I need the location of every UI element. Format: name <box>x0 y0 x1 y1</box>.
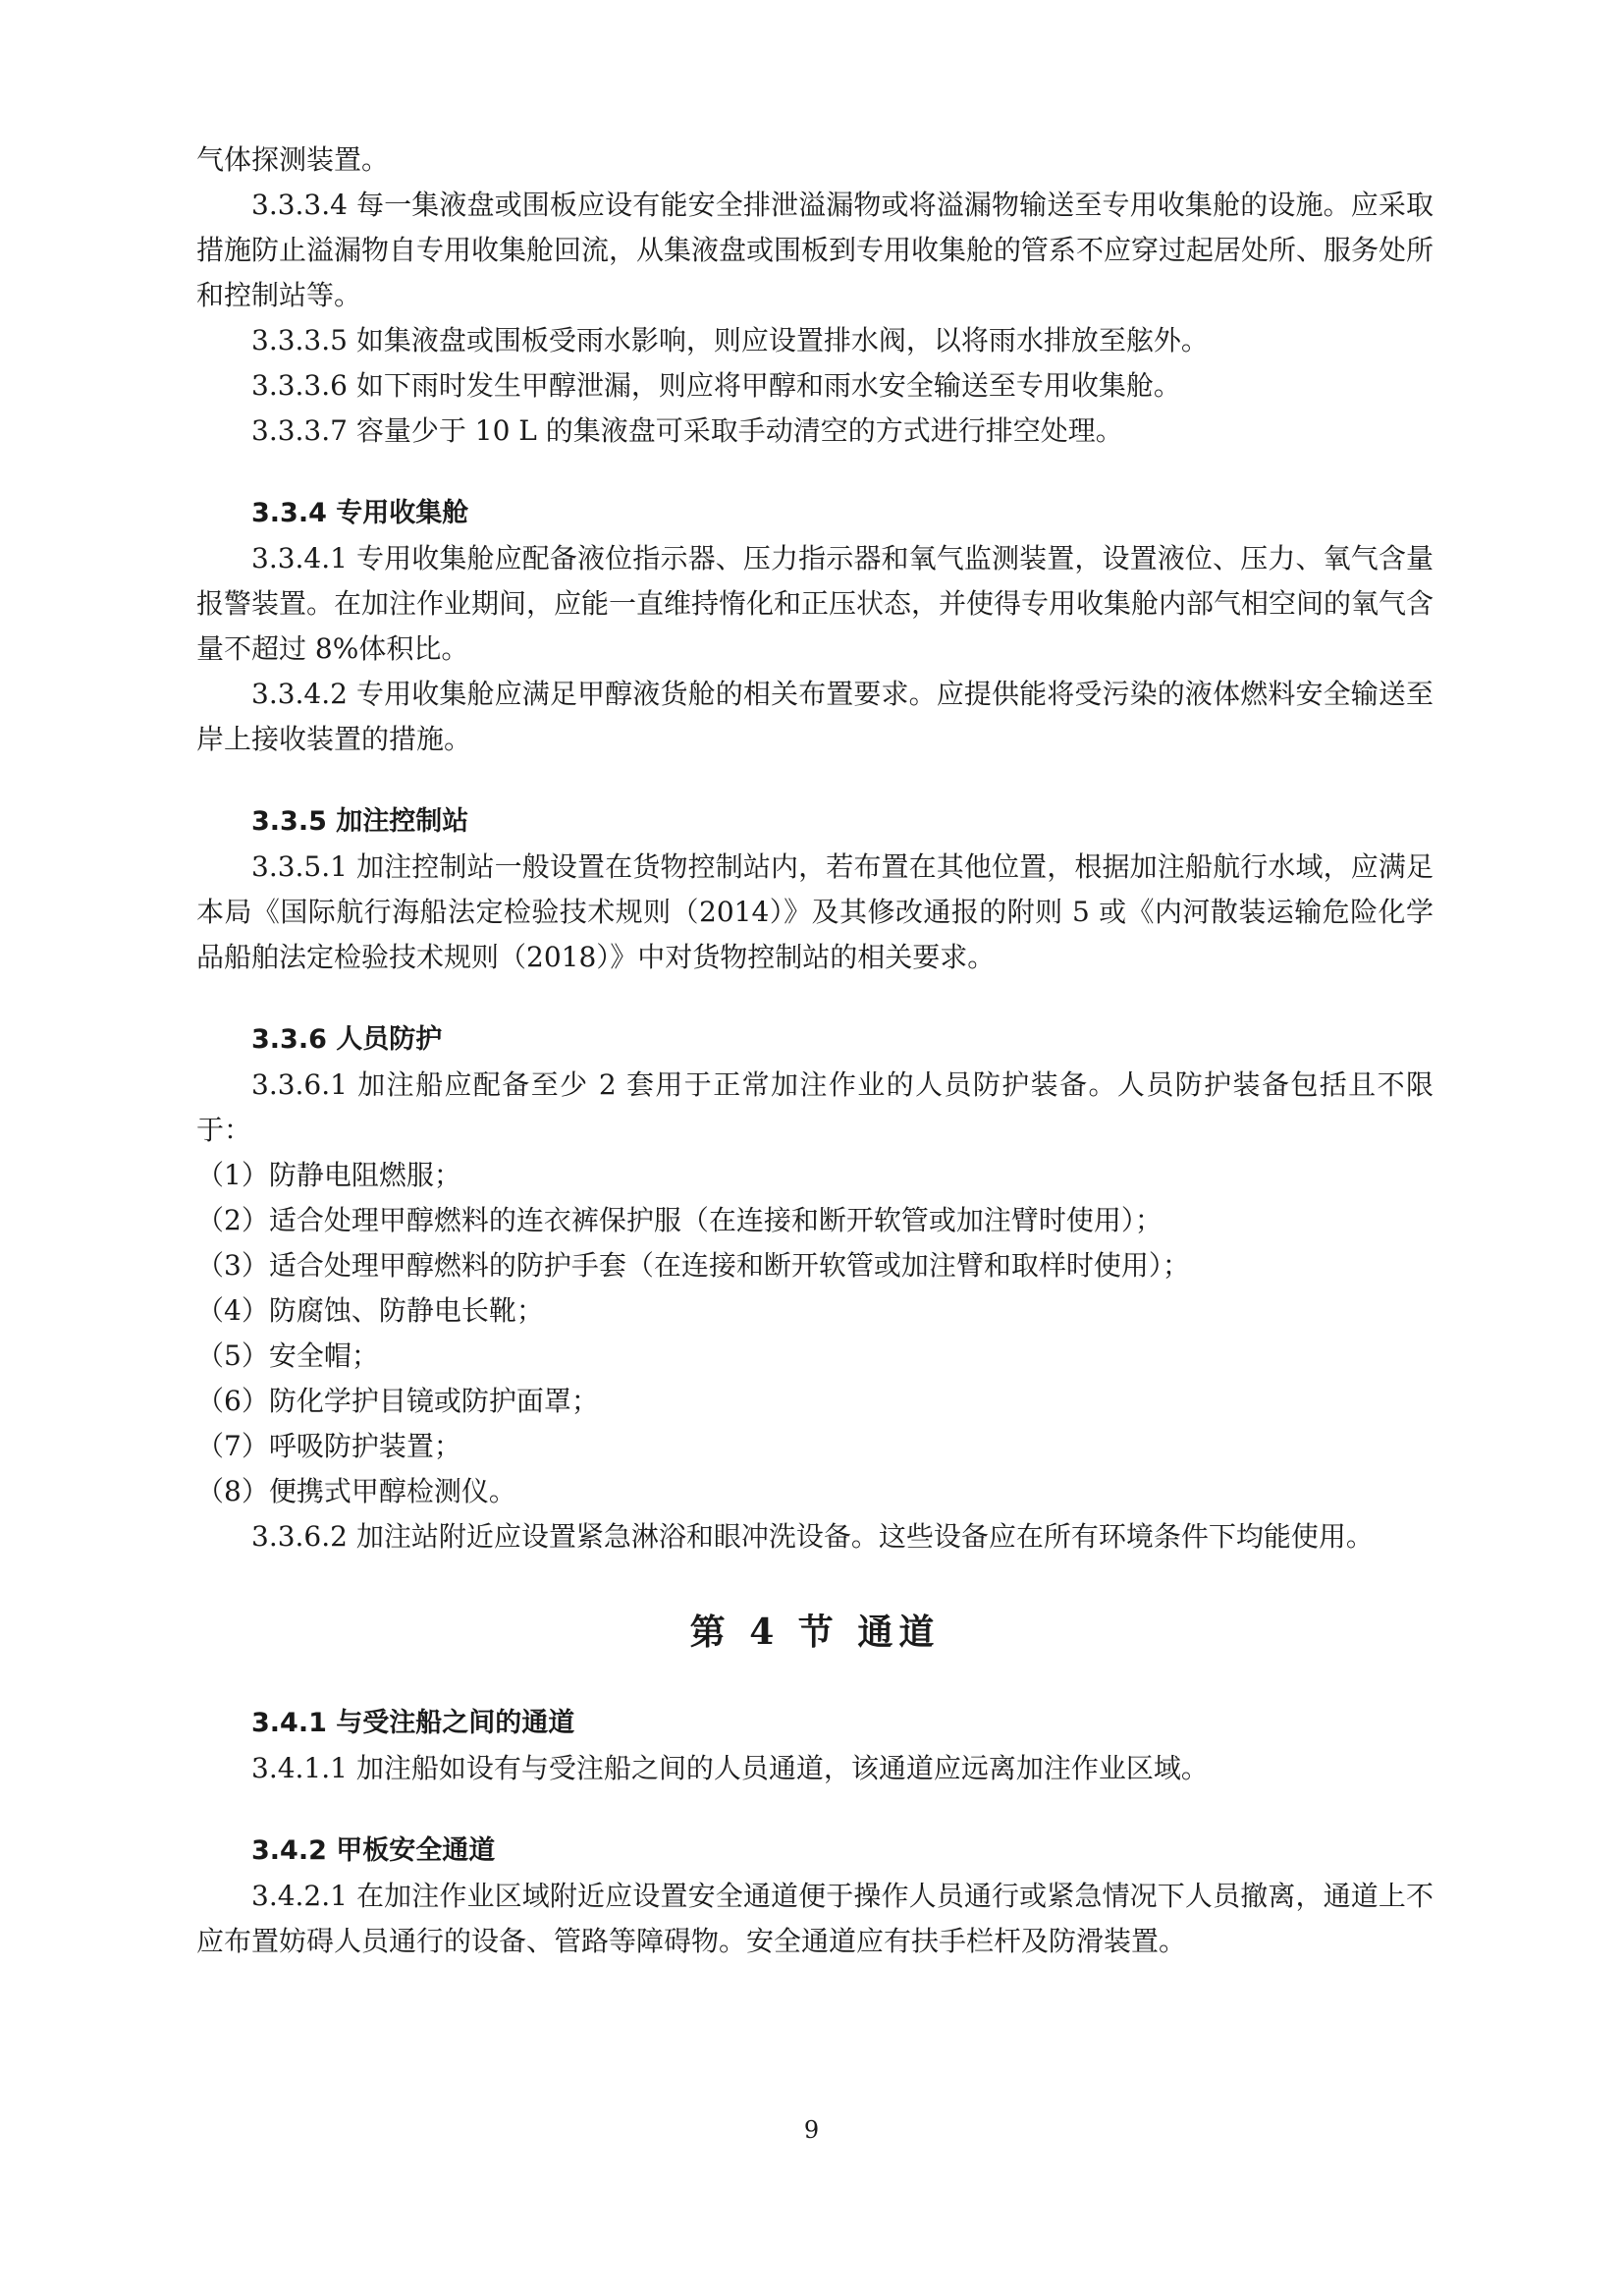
paragraph: 气体探测装置。 <box>196 143 390 176</box>
paragraph-3-3-6-1: 3.3.6.1 加注船应配备至少 2 套用于正常加注作业的人员防护装备。人员防护装备包括且不限于： <box>196 1068 1434 1146</box>
heading-3-4-2: 3.4.2 甲板安全通道 <box>251 1835 496 1866</box>
paragraph-3-3-6-2: 3.3.6.2 加注站附近应设置紧急淋浴和眼冲洗设备。这些设备应在所有环境条件下均能使用。 <box>251 1520 1374 1553</box>
paragraph-3-4-1-1: 3.4.1.1 加注船如设有与受注船之间的人员通道，该通道应远离加注作业区域。 <box>251 1752 1209 1784</box>
list-item: （3）适合处理甲醇燃料的防护手套（在连接和断开软管或加注臂和取样时使用）； <box>196 1249 1190 1282</box>
section-title: 第 4 节 通道 <box>689 1612 941 1653</box>
paragraph-3-4-2-1: 3.4.2.1 在加注作业区域附近应设置安全通道便于操作人员通行或紧急情况下人员撤离，通道上不应布置妨碍人员通行的设备、管路等障碍物。安全通道应有扶手栏杆及防滑装置。 <box>196 1880 1434 1957</box>
page-number: 9 <box>803 2116 820 2144</box>
heading-3-3-5: 3.3.5 加注控制站 <box>251 806 469 837</box>
paragraph-3-3-4-2: 3.3.4.2 专用收集舱应满足甲醇液货舱的相关布置要求。应提供能将受污染的液体燃料安全输送至岸上接收装置的措施。 <box>196 678 1434 755</box>
paragraph-3-3-3-4: 3.3.3.4 每一集液盘或围板应设有能安全排泄溢漏物或将溢漏物输送至专用收集舱的设施。应采取措施防止溢漏物自专用收集舱回流，从集液盘或围板到专用收集舱的管系不应穿过起居处所、服务处所和控制站等。 <box>196 189 1434 311</box>
list-item: （2）适合处理甲醇燃料的连衣裤保护服（在连接和断开软管或加注臂时使用）； <box>196 1204 1163 1236</box>
heading-3-3-6: 3.3.6 人员防护 <box>251 1024 443 1055</box>
paragraph-3-3-3-5: 3.3.3.5 如集液盘或围板受雨水影响，则应设置排水阀，以将雨水排放至舷外。 <box>251 324 1209 356</box>
paragraph-3-3-4-1: 3.3.4.1 专用收集舱应配备液位指示器、压力指示器和氧气监测装置，设置液位、压力、氧气含量报警装置。在加注作业期间，应能一直维持惰化和正压状态，并使得专用收集舱内部气相空间的氧气含量不超过 8%体积比。 <box>196 542 1434 665</box>
list-item: （8）便携式甲醇检测仪。 <box>196 1475 516 1507</box>
list-item: （5）安全帽； <box>196 1339 379 1372</box>
list-item: （6）防化学护目镜或防护面罩； <box>196 1385 599 1417</box>
heading-3-4-1: 3.4.1 与受注船之间的通道 <box>251 1708 575 1738</box>
paragraph-3-3-3-6: 3.3.3.6 如下雨时发生甲醇泄漏，则应将甲醇和雨水安全输送至专用收集舱。 <box>251 369 1181 402</box>
paragraph-3-3-5-1: 3.3.5.1 加注控制站一般设置在货物控制站内，若布置在其他位置，根据加注船航行水域，应满足本局《国际航行海船法定检验技术规则（2014）》及其修改通报的附则 5 或《内河散装运输危险化学品船舶法定检验技术规则（2018）》中对货物控制站的相关要求。 <box>196 850 1434 973</box>
heading-3-3-4: 3.3.4 专用收集舱 <box>251 498 469 528</box>
list-item: （1）防静电阻燃服； <box>196 1159 461 1191</box>
list-item: （7）呼吸防护装置； <box>196 1430 461 1462</box>
page-content <box>196 137 1434 1964</box>
list-item: （4）防腐蚀、防静电长靴； <box>196 1294 544 1327</box>
paragraph-3-3-3-7: 3.3.3.7 容量少于 10 L 的集液盘可采取手动清空的方式进行排空处理。 <box>251 414 1123 447</box>
